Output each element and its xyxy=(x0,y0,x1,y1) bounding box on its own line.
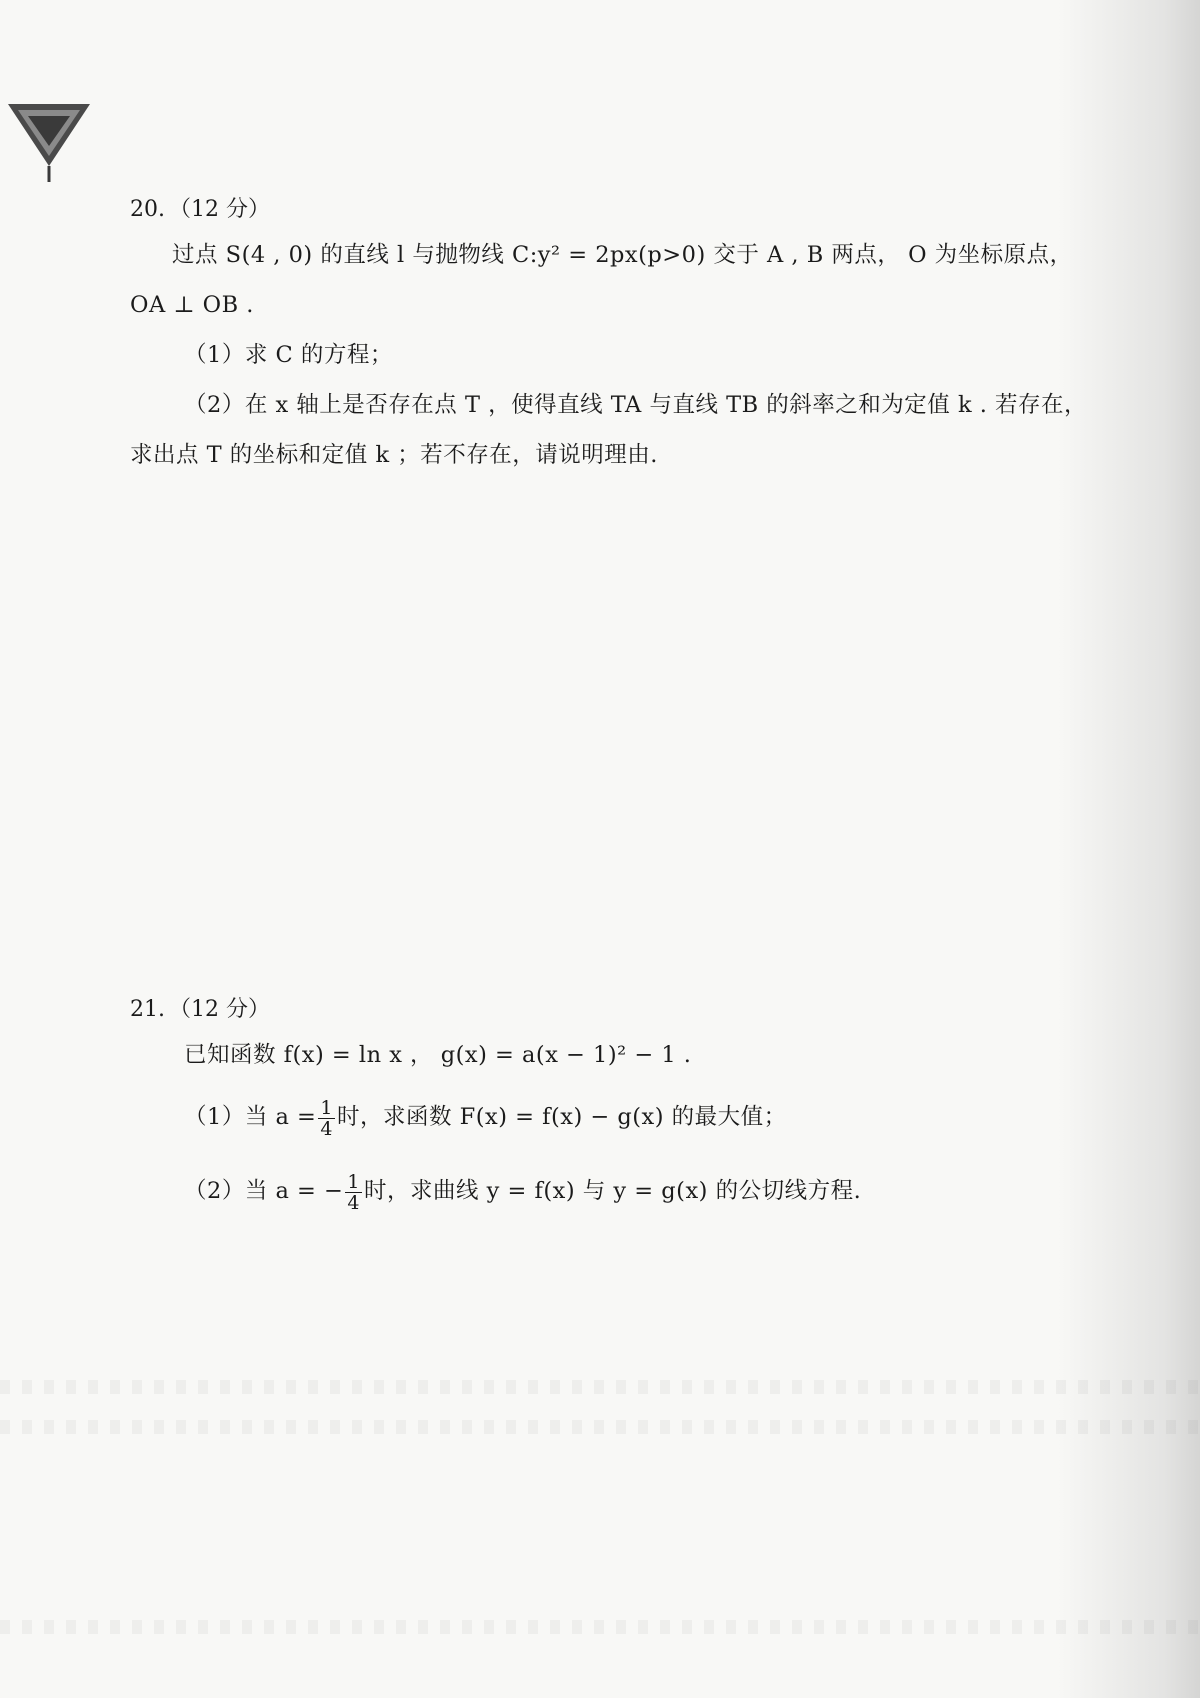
triangle-emblem-icon xyxy=(6,100,92,186)
question-20-part-1: （1）求 C 的方程； xyxy=(184,342,393,368)
question-21-header xyxy=(130,990,1140,1030)
fraction-denominator: 4 xyxy=(320,1117,333,1140)
question-20-part-2-line-2: 求出点 T 的坐标和定值 k ；若不存在，请说明理由. xyxy=(130,442,658,468)
question-20-part-2-line-1: （2）在 x 轴上是否存在点 T ，使得直线 TA 与直线 TB 的斜率之和为定值 k . 若存在， xyxy=(184,392,1088,418)
question-21-part-2 xyxy=(130,1154,1140,1228)
question-20-header xyxy=(130,190,1140,230)
question-21 xyxy=(130,990,1140,1228)
question-20-stem-line-2: OA ⊥ OB . xyxy=(130,292,254,318)
fraction-one-quarter xyxy=(318,1098,335,1139)
question-21-stem: 已知函数 f(x) = ln x ， g(x) = a(x − 1)² − 1 . xyxy=(184,1042,692,1068)
part-1-suffix: 时，求函数 F(x) = f(x) − g(x) 的最大值； xyxy=(336,1104,787,1130)
fraction-numerator: 1 xyxy=(320,1096,333,1119)
question-20-stem-line-1: 过点 S(4 , 0) 的直线 l 与抛物线 C:y² = 2px(p>0) 交于 A , B 两点， O 为坐标原点， xyxy=(172,242,1073,268)
question-score: （12 分） xyxy=(169,197,270,222)
question-number: 21. xyxy=(130,997,165,1022)
bleed-through-line xyxy=(0,1420,1200,1434)
question-number: 20. xyxy=(130,197,165,222)
question-20 xyxy=(130,190,1140,480)
question-21-part-1 xyxy=(130,1080,1140,1154)
part-1-prefix: （1）当 a = xyxy=(184,1104,317,1130)
fraction-denominator: 4 xyxy=(347,1191,360,1214)
fraction-numerator: 1 xyxy=(347,1170,360,1193)
bleed-through-line xyxy=(0,1380,1200,1394)
fraction-one-quarter xyxy=(345,1172,362,1213)
part-2-suffix: 时，求曲线 y = f(x) 与 y = g(x) 的公切线方程. xyxy=(364,1178,862,1204)
bleed-through-line xyxy=(0,1620,1200,1634)
part-2-prefix: （2）当 a = − xyxy=(184,1178,344,1204)
question-score: （12 分） xyxy=(169,997,270,1022)
